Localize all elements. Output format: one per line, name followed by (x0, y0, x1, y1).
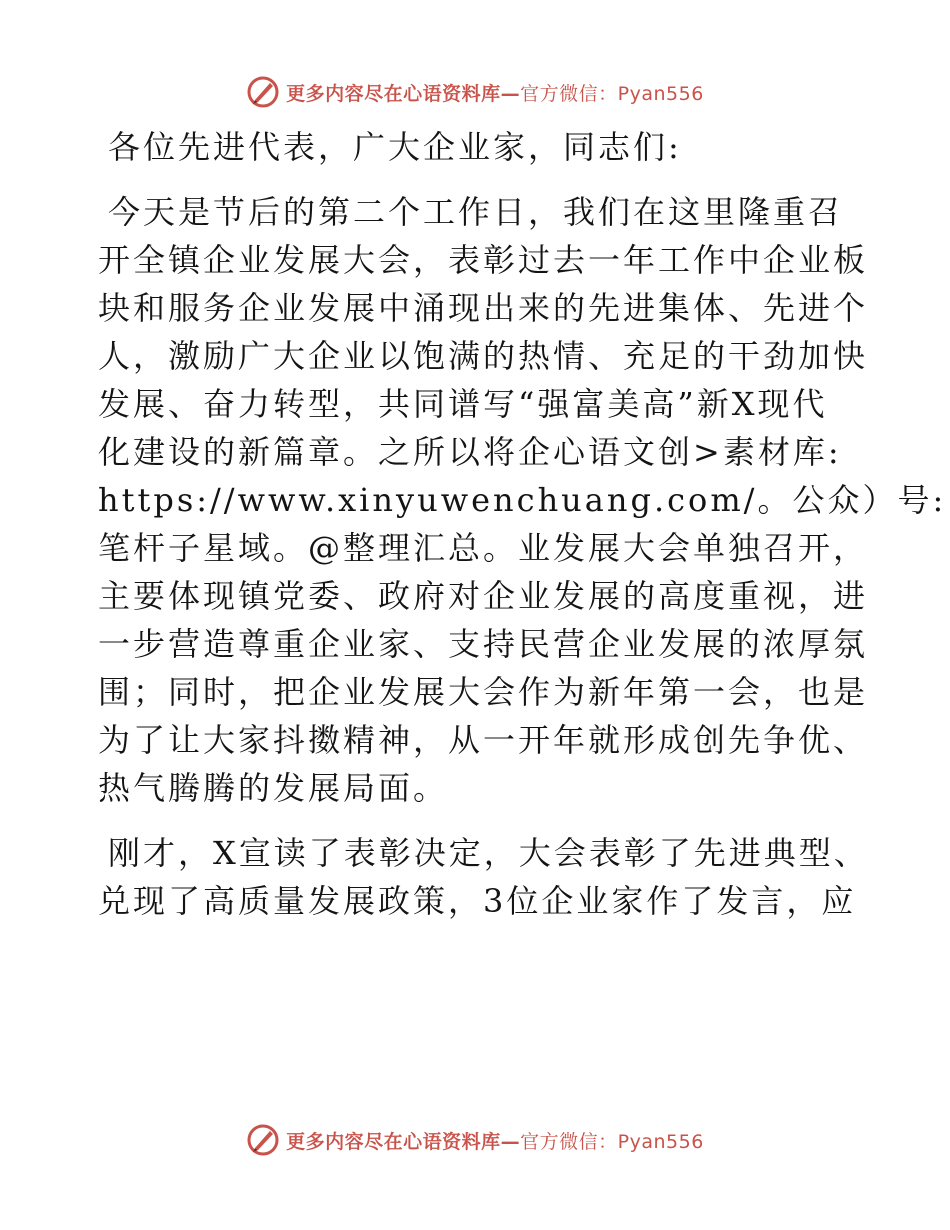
banner-dash: — (500, 1130, 521, 1153)
paragraph-line: 一步营造尊重企业家、支持民营企业发展的浓厚氛 (98, 625, 869, 663)
paragraph-line: https://www.xinyuwenchuang.com/。公众）号: (98, 481, 947, 519)
paragraph-line: 人，激励广大企业以饱满的热情、充足的干劲加快 (98, 337, 869, 375)
paragraph-line: 刚才，X宣读了表彰决定，大会表彰了先进典型、 (108, 834, 869, 872)
banner-text (286, 1127, 704, 1154)
quill-pen-logo-icon (246, 1123, 280, 1157)
paragraph-line: 为了让大家抖擞精神，从一开年就形成创先争优、 (98, 721, 869, 759)
paragraph-line: 主要体现镇党委、政府对企业发展的高度重视，进 (98, 577, 869, 615)
paragraph-2 (98, 829, 869, 925)
salutation (98, 123, 858, 171)
quill-pen-logo-icon (246, 75, 280, 109)
banner-main-text: 更多内容尽在心语资料库 (286, 82, 501, 105)
banner-wechat-text: 官方微信：Pyan556 (520, 1130, 704, 1153)
salutation-line: 各位先进代表，广大企业家，同志们: (108, 128, 682, 166)
paragraph-line: 化建设的新篇章。之所以将企心语文创>素材库: (98, 433, 842, 471)
footer-watermark-banner (0, 1120, 950, 1160)
paragraph-line: 热气腾腾的发展局面。 (98, 769, 449, 807)
banner-main-text: 更多内容尽在心语资料库 (286, 1130, 501, 1153)
paragraph-line: 围；同时，把企业发展大会作为新年第一会，也是 (98, 673, 869, 711)
paragraph-line: 发展、奋力转型，共同谱写“强富美高”新X现代 (98, 385, 828, 423)
header-watermark-banner (0, 72, 950, 112)
paragraph-line: 兑现了高质量发展政策，3位企业家作了发言，应 (98, 882, 857, 920)
document-body (98, 123, 947, 925)
paragraph-1 (98, 188, 947, 812)
paragraph-line: 笔杆子星域。@整理汇总。业发展大会单独召开， (98, 529, 869, 567)
banner-dash: — (500, 82, 521, 105)
paragraph-line: 今天是节后的第二个工作日，我们在这里隆重召 (108, 193, 844, 231)
paragraph-line: 开全镇企业发展大会，表彰过去一年工作中企业板 (98, 241, 869, 279)
banner-text (286, 79, 704, 106)
paragraph-line: 块和服务企业发展中涌现出来的先进集体、先进个 (98, 289, 869, 327)
banner-wechat-text: 官方微信：Pyan556 (520, 82, 704, 105)
